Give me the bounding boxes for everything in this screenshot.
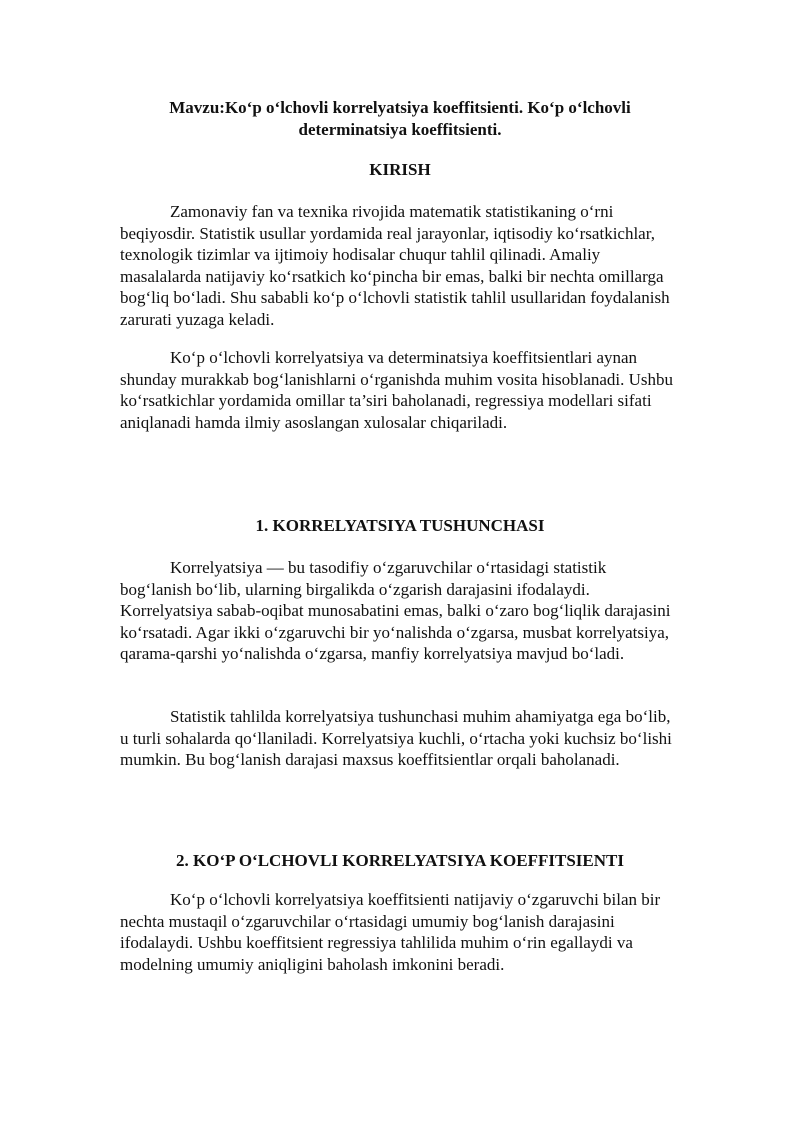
section-2-heading: 2. KO‘P O‘LCHOVLI KORRELYATSIYA KOEFFITSIENTI [176, 851, 624, 870]
intro-heading: KIRISH [369, 160, 431, 179]
intro-paragraph-2: Ko‘p o‘lchovli korrelyatsiya va determinatsiya koeffitsientlari aynan shunday murakkab bog‘lanishlarni o‘rganishda muhim vosita hisoblanadi. Ushbu ko‘rsatkichlar yordamida omillar ta’siri baholanadi, regressiya modellari sifati aniqlanadi hamda ilmiy asoslangan xulosalar chiqariladi. [120, 348, 674, 432]
section-1-paragraph-1: Korrelyatsiya — bu tasodifiy o‘zgaruvchilar o‘rtasidagi statistik bog‘lanish bo‘lib, ularning birgalikda o‘zgarish darajasini ifodalaydi. Korrelyatsiya sabab-oqibat munosabatini emas, balki o‘zaro bog‘liqlik darajasini ko‘rsatadi. Agar ikki o‘zgaruvchi bir yo‘nalishda o‘zgarsa, musbat korrelyatsiya, qarama-qarshi yo‘nalishda o‘zgarsa, manfiy korrelyatsiya mavjud bo‘ladi. [120, 558, 671, 664]
section-1-paragraph-2: Statistik tahlilda korrelyatsiya tushunchasi muhim ahamiyatga ega bo‘lib, u turli sohalarda qo‘llaniladi. Korrelyatsiya kuchli, o‘rtacha yoki kuchsiz bo‘lishi mumkin. Bu bog‘lanish darajasi maxsus koeffitsientlar orqali baholanadi. [120, 707, 672, 770]
section-2-paragraph-1: Ko‘p o‘lchovli korrelyatsiya koeffitsienti natijaviy o‘zgaruvchi bilan bir nechta mustaqil o‘zgaruvchilar o‘rtasidagi umumiy bog‘lanish darajasini ifodalaydi. Ushbu koeffitsient regressiya tahlilida muhim o‘rin egallaydi va modelning umumiy aniqligini baholash imkonini beradi. [120, 890, 661, 974]
intro-paragraph-1: Zamonaviy fan va texnika rivojida matematik statistikaning o‘rni beqiyosdir. Statistik usullar yordamida real jarayonlar, iqtisodiy ko‘rsatkichlar, texnologik tizimlar va ijtimoiy hodisalar chuqur tahlil qilinadi. Amaliy masalalarda natijaviy ko‘rsatkich ko‘pincha bir emas, balki bir nechta omillarga bog‘liq bo‘ladi. Shu sababli ko‘p o‘lchovli statistik tahlil usullaridan foydalanish zarurati yuzaga keladi. [120, 202, 670, 329]
section-1-heading: 1. KORRELYATSIYA TUSHUNCHASI [255, 516, 545, 535]
document-title: Mavzu:Ko‘p o‘lchovli korrelyatsiya koeffitsienti. Ko‘p o‘lchovli determinatsiya koeffitsienti. [169, 98, 631, 139]
